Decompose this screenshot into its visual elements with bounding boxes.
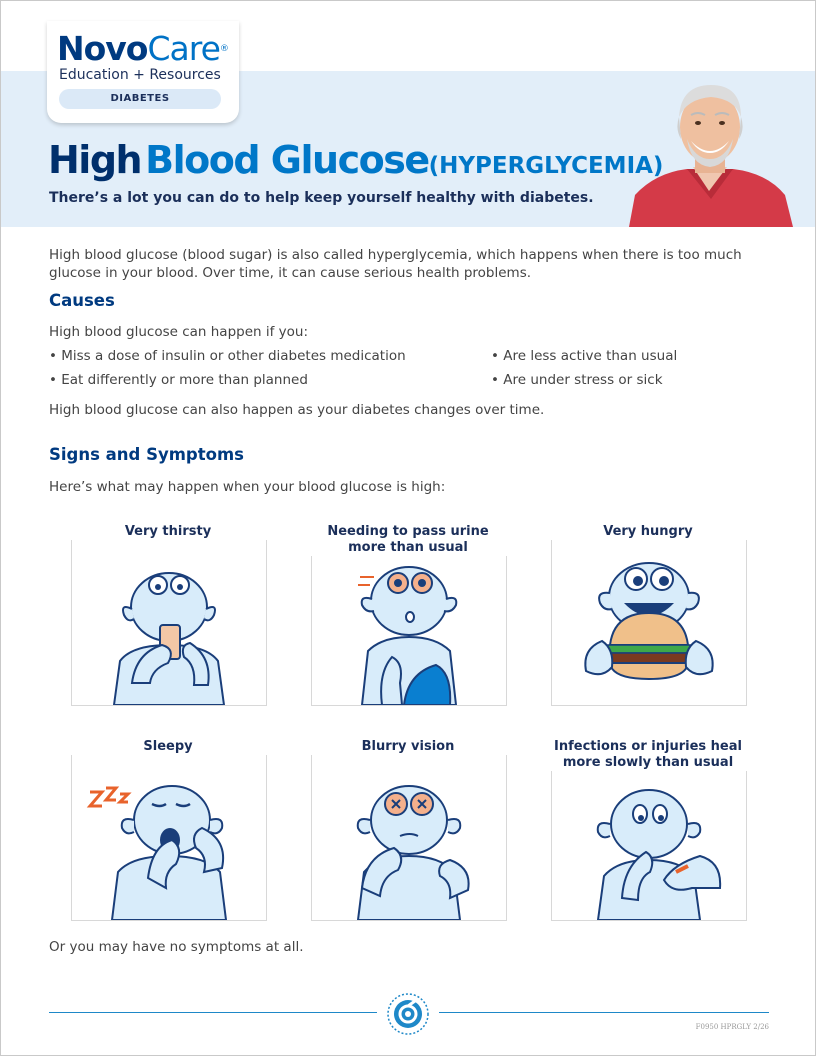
blurry-vision-figure-illustration [312,748,506,920]
cause-item: • Are under stress or sick [491,372,663,388]
sleepy-figure-illustration [72,748,266,920]
symptom-label [303,739,513,755]
footer-divider-right [439,1012,769,1013]
novocare-emblem-icon [385,991,431,1037]
logo-subtitle: Education + Resources [59,67,221,83]
cause-item: • Eat differently or more than planned [49,372,308,388]
brand-logo [57,31,228,67]
symptom-card-very-hungry [551,532,747,706]
category-badge: DIABETES [59,89,221,109]
label-line: more than usual [340,540,476,555]
symptom-label [63,739,273,755]
label-line: Sleepy [135,739,200,754]
symptom-label [543,739,753,771]
man-portrait-image [625,73,795,227]
symptom-card-very-thirsty [71,532,267,706]
symptom-card-frequent-urination [311,532,507,706]
symptom-label [303,524,513,556]
symptom-label [543,524,753,540]
causes-lead: High blood glucose can happen if you: [49,324,309,340]
slow-healing-figure-illustration [552,748,746,920]
label-line: Blurry vision [354,739,463,754]
symptom-card-slow-healing [551,747,747,921]
label-line: Infections or injuries heal [546,739,750,754]
symptom-card-sleepy [71,747,267,921]
label-line: more slowly than usual [555,755,741,770]
title-part-blood-glucose: Blood Glucose [145,138,429,182]
symptoms-lead: Here’s what may happen when your blood glucose is high: [49,479,446,495]
symptom-card-blurry-vision [311,747,507,921]
cause-item: • Are less active than usual [491,348,678,364]
causes-heading: Causes [49,291,115,310]
symptoms-closing: Or you may have no symptoms at all. [49,939,304,955]
logo-care: Care [147,29,220,68]
page-title [48,138,663,182]
document-code: F0950 HPRGLY 2/26 [695,1023,769,1031]
burger-figure-illustration [552,533,746,705]
symptoms-heading: Signs and Symptoms [49,445,244,464]
label-line: Needing to pass urine [319,524,496,539]
urgency-figure-illustration [312,533,506,705]
causes-closing: High blood glucose can also happen as your diabetes changes over time. [49,402,545,418]
title-part-hyperglycemia: (HYPERGLYCEMIA) [428,153,664,179]
tagline: There’s a lot you can do to help keep yourself healthy with diabetes. [49,190,594,206]
footer-divider-left [49,1012,377,1013]
drinking-figure-illustration [72,533,266,705]
title-part-high: High [48,138,142,182]
label-line: Very thirsty [117,524,219,539]
cause-item: • Miss a dose of insulin or other diabetes medication [49,348,406,364]
label-line: Very hungry [595,524,701,539]
intro-paragraph: High blood glucose (blood sugar) is also called hyperglycemia, which happens when there is too much glucose in your blood. Over time, it can cause serious health problems. [49,247,742,281]
logo-novo: Novo [57,29,148,68]
logo-registered: ® [219,44,228,54]
symptom-label [63,524,273,540]
logo-card [47,21,239,123]
